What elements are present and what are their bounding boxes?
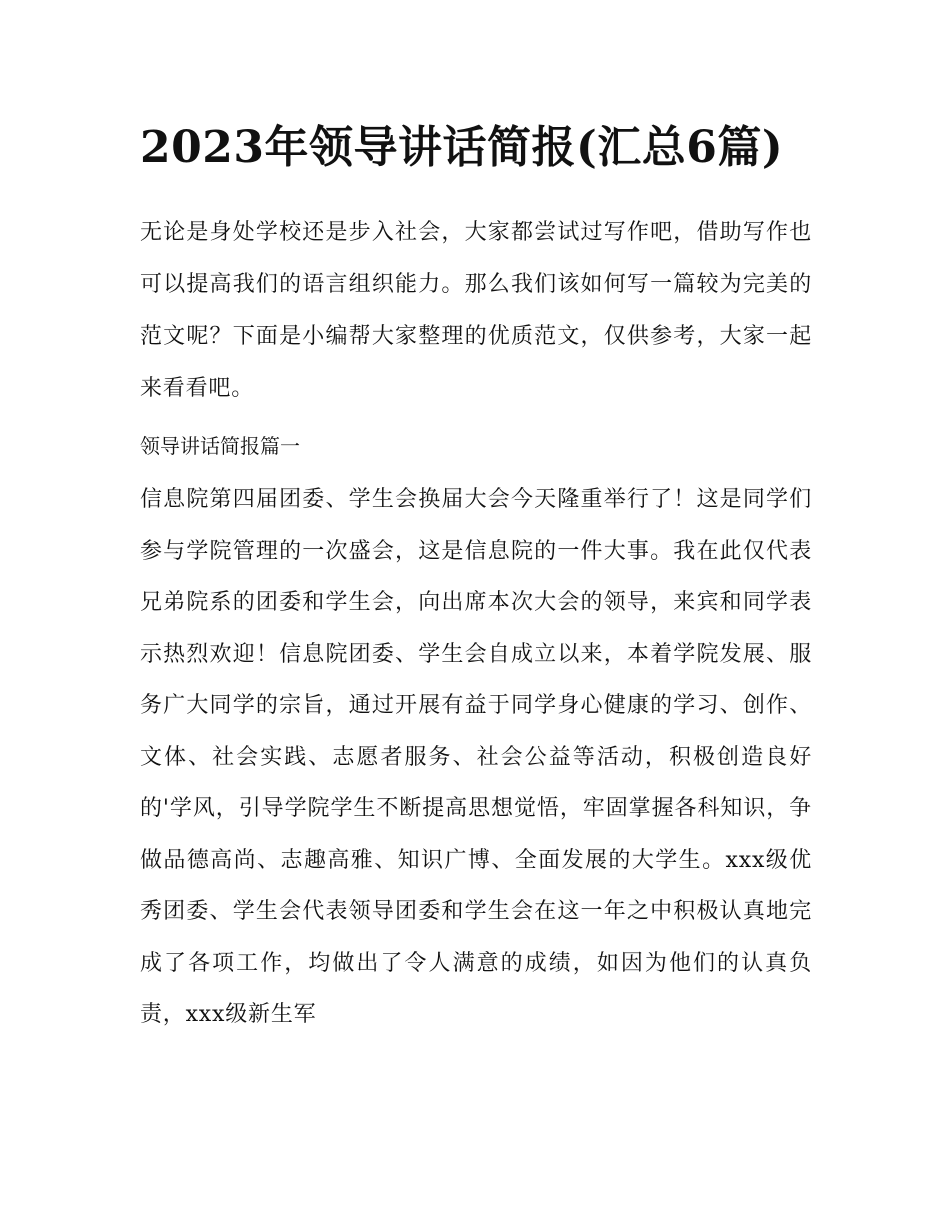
section-heading: 领导讲话简报篇一 [140,434,300,458]
section-body-paragraph: 信息院第四届团委、学生会换届大会今天隆重举行了！这是同学们参与学院管理的一次盛会，这是信息院的一件大事。我在此仅代表兄弟院系的团委和学生会，向出席本次大会的领导，来宾和同学表示热烈欢迎！信息院团委、学生会自成立以来，本着学院发展、服务广大同学的宗旨，通过开展有益于同学身心健康的学习、创作、文体、社会实践、志愿者服务、社会公益等活动，积极创造良好的'学风，引导学院学生不断提高思想觉悟，牢固掌握各科知识，争做品德高尚、志趣高雅、知识广博、全面发展的大学生。xxx级优秀团委、学生会代表领导团委和学生会在这一年之中积极认真地完成了各项工作，均做出了令人满意的成绩，如因为他们的认真负责，xxx级新生军 [140,487,812,1027]
document-title: 2023年领导讲话简报(汇总6篇) [140,122,784,173]
document-page [140,110,812,1041]
intro-paragraph: 无论是身处学校还是步入社会，大家都尝试过写作吧，借助写作也可以提高我们的语言组织能力。那么我们该如何写一篇较为完美的范文呢？下面是小编帮大家整理的优质范文，仅供参考，大家一起来看看吧。 [140,220,812,401]
